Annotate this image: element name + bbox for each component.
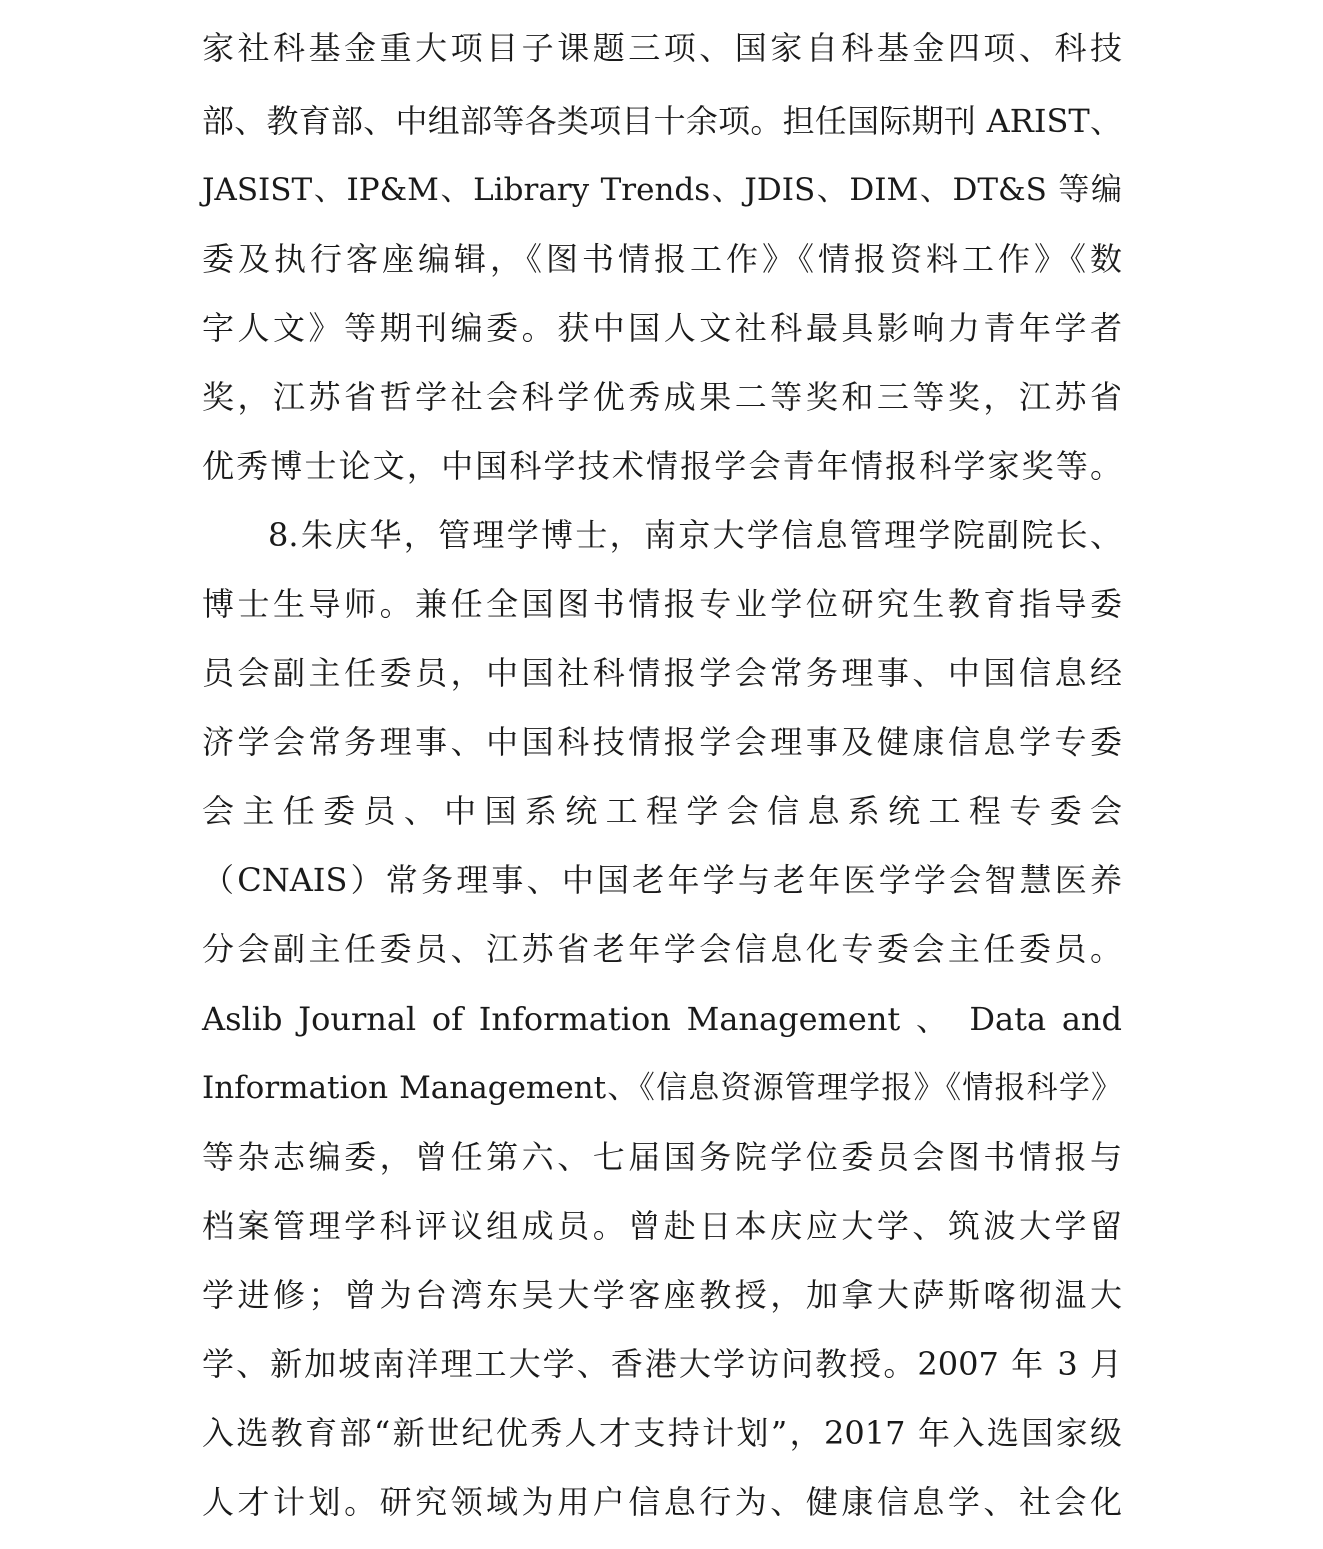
text-line: 奖，江苏省哲学社会科学优秀成果二等奖和三等奖，江苏省	[202, 378, 1122, 416]
text-line: 学进修；曾为台湾东吴大学客座教授，加拿大萨斯喀彻温大	[202, 1276, 1122, 1314]
text-line: 博士生导师。兼任全国图书情报专业学位研究生教育指导委	[202, 585, 1122, 623]
text-line: 字人文》等期刊编委。获中国人文社科最具影响力青年学者	[202, 309, 1122, 347]
text-line: 会主任委员、中国系统工程学会信息系统工程专委会	[202, 792, 1122, 830]
text-line: 部、教育部、中组部等各类项目十余项。担任国际期刊 ARIST、	[202, 102, 1122, 140]
text-line: 人才计划。研究领域为用户信息行为、健康信息学、社会化	[202, 1483, 1122, 1521]
text-line: 等杂志编委，曾任第六、七届国务院学位委员会图书情报与	[202, 1138, 1122, 1176]
text-line: 员会副主任委员，中国社科情报学会常务理事、中国信息经	[202, 654, 1122, 692]
text-line: 学、新加坡南洋理工大学、香港大学访问教授。2007 年 3 月	[202, 1345, 1122, 1383]
text-line: 档案管理学科评议组成员。曾赴日本庆应大学、筑波大学留	[202, 1207, 1122, 1245]
text-line: 济学会常务理事、中国科技情报学会理事及健康信息学专委	[202, 723, 1122, 761]
text-line: 委及执行客座编辑，《图书情报工作》《情报资料工作》《数	[202, 240, 1122, 278]
text-line: 优秀博士论文，中国科学技术情报学会青年情报科学家奖等。	[202, 447, 1122, 485]
text-line: Aslib Journal of Information Management 、 Data and	[202, 1000, 1122, 1038]
text-line: （CNAIS）常务理事、中国老年学与老年医学学会智慧医养	[202, 861, 1122, 899]
text-line: 家社科基金重大项目子课题三项、国家自科基金四项、科技	[202, 29, 1122, 67]
text-line: 分会副主任委员、江苏省老年学会信息化专委会主任委员。	[202, 930, 1122, 968]
paragraph-start-line: 8.朱庆华，管理学博士，南京大学信息管理学院副院长、	[268, 516, 1122, 554]
text-line: Information Management、《信息资源管理学报》《情报科学》	[202, 1070, 1122, 1106]
text-line: 入选教育部“新世纪优秀人才支持计划”，2017 年入选国家级	[202, 1414, 1122, 1452]
text-line: JASIST、IP&M、Library Trends、JDIS、DIM、DT&S 等编	[202, 172, 1122, 208]
